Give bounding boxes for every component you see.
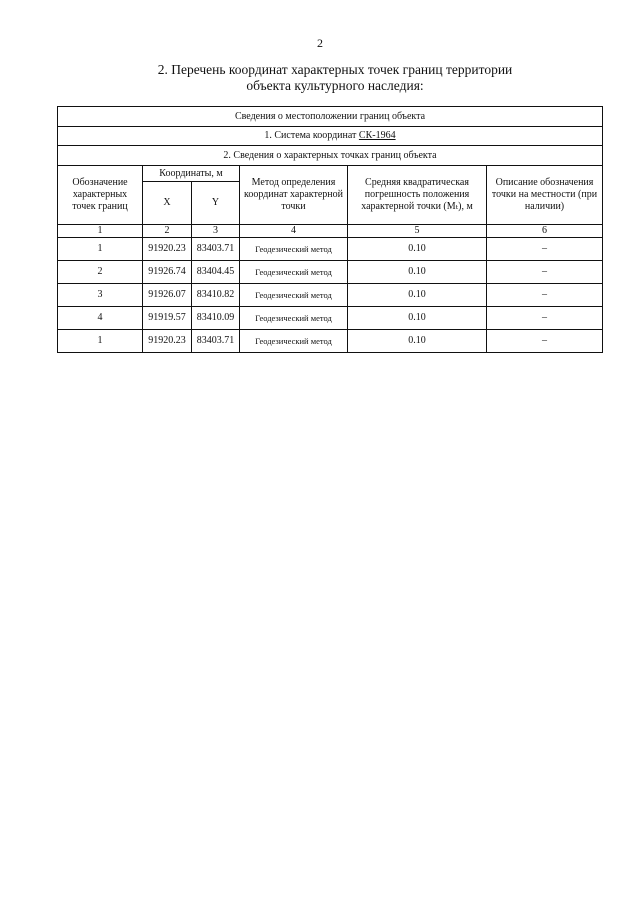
points-section-title: 2. Сведения о характерных точках границ объекта	[58, 146, 603, 166]
coord-y: 83403.71	[192, 330, 240, 353]
table-row	[58, 330, 603, 353]
header-coordinates: Координаты, м	[143, 166, 240, 182]
header-error: Средняя квадратическая погрешность положения характерной точки (Mₜ), м	[348, 166, 487, 225]
coordinates-table	[57, 106, 603, 353]
coord-x: 91926.07	[143, 284, 192, 307]
coord-system-prefix: 1. Система координат	[264, 130, 359, 141]
col-number: 2	[143, 225, 192, 238]
table-caption: Сведения о местоположении границ объекта	[58, 107, 603, 127]
method-cell: Геодезический метод	[240, 238, 348, 261]
title-line-1: 2. Перечень координат характерных точек границ территории	[157, 62, 513, 77]
header-x: X	[143, 182, 192, 225]
header-description: Описание обозначения точки на местности (при наличии)	[487, 166, 603, 225]
description-cell: –	[487, 238, 603, 261]
description-cell: –	[487, 284, 603, 307]
method-cell: Геодезический метод	[240, 284, 348, 307]
table-row	[58, 307, 603, 330]
coord-x: 91919.57	[143, 307, 192, 330]
header-designation: Обозначение характерных точек границ	[58, 166, 143, 225]
coord-x: 91920.23	[143, 330, 192, 353]
error-cell: 0.10	[348, 307, 487, 330]
coord-y: 83404.45	[192, 261, 240, 284]
table-row	[58, 284, 603, 307]
col-number: 5	[348, 225, 487, 238]
coord-x: 91926.74	[143, 261, 192, 284]
page-number: 2	[317, 36, 323, 50]
col-number: 3	[192, 225, 240, 238]
column-number-row	[58, 225, 603, 238]
point-id: 1	[58, 330, 143, 353]
coord-x: 91920.23	[143, 238, 192, 261]
method-cell: Геодезический метод	[240, 261, 348, 284]
table-row	[58, 261, 603, 284]
coord-y: 83410.09	[192, 307, 240, 330]
point-id: 4	[58, 307, 143, 330]
col-number: 6	[487, 225, 603, 238]
coord-system-row	[58, 127, 603, 146]
header-y: Y	[192, 182, 240, 225]
error-cell: 0.10	[348, 238, 487, 261]
col-number: 4	[240, 225, 348, 238]
point-id: 3	[58, 284, 143, 307]
title-line-2: объекта культурного наследия:	[246, 78, 424, 93]
description-cell: –	[487, 330, 603, 353]
coord-y: 83410.82	[192, 284, 240, 307]
description-cell: –	[487, 261, 603, 284]
method-cell: Геодезический метод	[240, 307, 348, 330]
error-cell: 0.10	[348, 284, 487, 307]
error-cell: 0.10	[348, 261, 487, 284]
col-number: 1	[58, 225, 143, 238]
coord-y: 83403.71	[192, 238, 240, 261]
error-cell: 0.10	[348, 330, 487, 353]
coord-system-name: СК-1964	[358, 130, 396, 141]
point-id: 2	[58, 261, 143, 284]
header-method: Метод определения координат характерной точки	[240, 166, 348, 225]
description-cell: –	[487, 307, 603, 330]
table-row	[58, 238, 603, 261]
method-cell: Геодезический метод	[240, 330, 348, 353]
page-title	[0, 62, 640, 94]
point-id: 1	[58, 238, 143, 261]
